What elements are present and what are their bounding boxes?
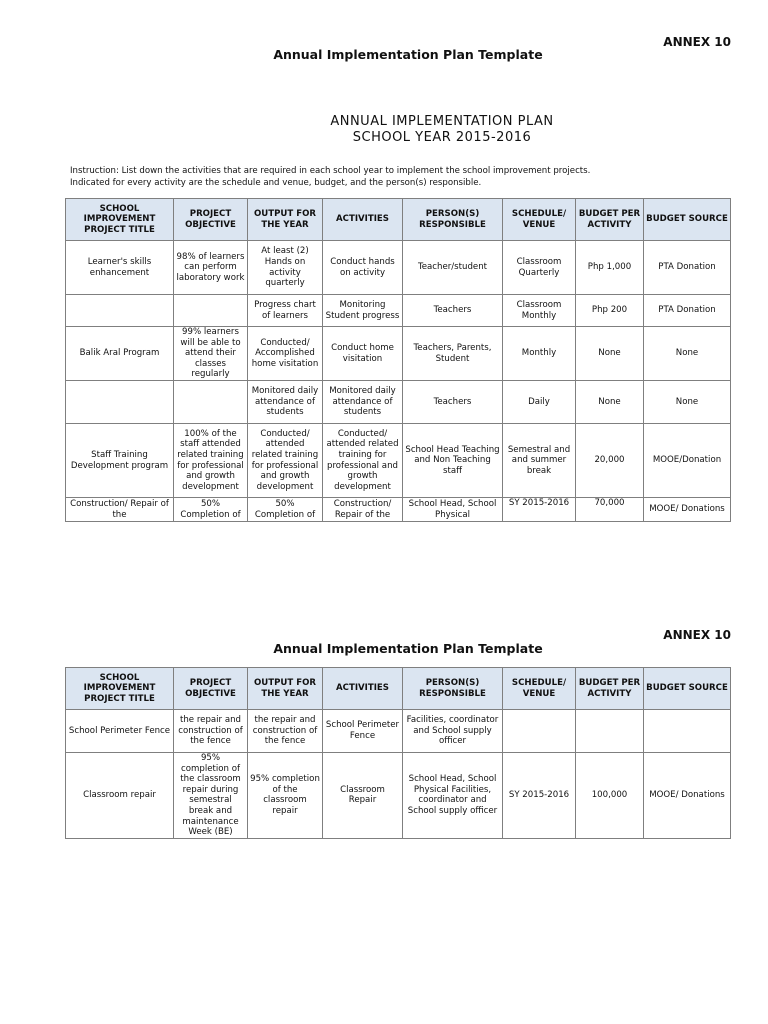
cell-output: 95% completion of the classroom repair bbox=[248, 753, 323, 839]
cell-schedule: Classroom Monthly bbox=[503, 295, 576, 327]
cell-budget-source bbox=[644, 710, 731, 753]
cell-objective: 99% learners will be able to attend their classes regularly bbox=[174, 327, 248, 381]
cell-objective: 95% completion of the classroom repair during semestral break and maintenance Week (BE) bbox=[174, 753, 248, 839]
cell-project-title: Classroom repair bbox=[66, 753, 174, 839]
cell-output: 50% Completion of bbox=[248, 498, 323, 522]
cell-budget-source: MOOE/ Donations bbox=[644, 753, 731, 839]
header-project-objective: PROJECT OBJECTIVE bbox=[174, 668, 248, 710]
instruction-line-2: Indicated for every activity are the schedule and venue, budget, and the person(s) responsible. bbox=[70, 177, 482, 188]
template-title: Annual Implementation Plan Template bbox=[273, 47, 543, 62]
cell-persons: School Head Teaching and Non Teaching staff bbox=[403, 424, 503, 498]
cell-project-title: Balik Aral Program bbox=[66, 327, 174, 381]
instruction-text bbox=[70, 166, 710, 189]
header-project-title: SCHOOL IMPROVEMENT PROJECT TITLE bbox=[66, 668, 174, 710]
cell-activity: Monitoring Student progress bbox=[323, 295, 403, 327]
cell-budget: None bbox=[576, 381, 644, 424]
instruction-line-1: Instruction: List down the activities that are required in each school year to implement the school improvement projects. bbox=[70, 166, 591, 176]
header-persons-responsible: PERSON(S) RESPONSIBLE bbox=[403, 668, 503, 710]
school-year-line: SCHOOL YEAR 2015-2016 bbox=[352, 130, 532, 145]
cell-project-title bbox=[66, 381, 174, 424]
cell-output: Progress chart of learners bbox=[248, 295, 323, 327]
cell-budget-source: PTA Donation bbox=[644, 241, 731, 295]
cell-budget: 70,000 bbox=[576, 498, 644, 522]
header-output: OUTPUT FOR THE YEAR bbox=[248, 668, 323, 710]
plan-title-line: ANNUAL IMPLEMENTATION PLAN bbox=[330, 114, 554, 129]
cell-objective: 50% Completion of bbox=[174, 498, 248, 522]
cell-schedule: Semestral and and summer break bbox=[503, 424, 576, 498]
cell-persons: Teachers bbox=[403, 295, 503, 327]
implementation-plan-table-1 bbox=[65, 198, 731, 522]
cell-project-title: Construction/ Repair of the bbox=[66, 498, 174, 522]
cell-schedule: SY 2015-2016 bbox=[503, 753, 576, 839]
cell-persons: Facilities, coordinator and School supply officer bbox=[403, 710, 503, 753]
header-persons-responsible: PERSON(S) RESPONSIBLE bbox=[403, 199, 503, 241]
header-schedule-venue: SCHEDULE/ VENUE bbox=[503, 668, 576, 710]
header-budget-per-activity: BUDGET PER ACTIVITY bbox=[576, 199, 644, 241]
cell-schedule: Classroom Quarterly bbox=[503, 241, 576, 295]
cell-persons: School Head, School Physical Facilities, coordinator and School supply officer bbox=[403, 753, 503, 839]
cell-persons: School Head, School Physical bbox=[403, 498, 503, 522]
cell-project-title: Learner's skills enhancement bbox=[66, 241, 174, 295]
table-header-row bbox=[66, 199, 731, 241]
table-header-row bbox=[66, 668, 731, 710]
cell-output: the repair and construction of the fence bbox=[248, 710, 323, 753]
table-row bbox=[66, 498, 731, 522]
cell-schedule: Monthly bbox=[503, 327, 576, 381]
cell-budget-source: None bbox=[644, 327, 731, 381]
cell-budget-source: None bbox=[644, 381, 731, 424]
cell-objective bbox=[174, 381, 248, 424]
cell-output: Conducted/ Accomplished home visitation bbox=[248, 327, 323, 381]
table-row bbox=[66, 710, 731, 753]
table-row bbox=[66, 753, 731, 839]
table-row bbox=[66, 381, 731, 424]
cell-project-title bbox=[66, 295, 174, 327]
header-budget-source: BUDGET SOURCE bbox=[644, 668, 731, 710]
plan-title bbox=[0, 114, 768, 146]
cell-persons: Teachers, Parents, Student bbox=[403, 327, 503, 381]
cell-budget: None bbox=[576, 327, 644, 381]
cell-budget-source: MOOE/ Donations bbox=[644, 498, 731, 522]
table-row bbox=[66, 424, 731, 498]
annex-label: ANNEX 10 bbox=[663, 35, 731, 49]
cell-activity: Conducted/ attended related training for professional and growth development bbox=[323, 424, 403, 498]
cell-project-title: School Perimeter Fence bbox=[66, 710, 174, 753]
cell-budget: 100,000 bbox=[576, 753, 644, 839]
cell-activity: Construction/ Repair of the bbox=[323, 498, 403, 522]
cell-persons: Teacher/student bbox=[403, 241, 503, 295]
cell-activity: Conduct hands on activity bbox=[323, 241, 403, 295]
cell-activity: Conduct home visitation bbox=[323, 327, 403, 381]
cell-budget-source: PTA Donation bbox=[644, 295, 731, 327]
cell-activity: School Perimeter Fence bbox=[323, 710, 403, 753]
table-row bbox=[66, 327, 731, 381]
table-row bbox=[66, 241, 731, 295]
header-budget-per-activity: BUDGET PER ACTIVITY bbox=[576, 668, 644, 710]
cell-objective: 98% of learners can perform laboratory work bbox=[174, 241, 248, 295]
header-project-objective: PROJECT OBJECTIVE bbox=[174, 199, 248, 241]
cell-budget: 20,000 bbox=[576, 424, 644, 498]
cell-schedule bbox=[503, 710, 576, 753]
cell-budget: Php 1,000 bbox=[576, 241, 644, 295]
cell-persons: Teachers bbox=[403, 381, 503, 424]
header-schedule-venue: SCHEDULE/ VENUE bbox=[503, 199, 576, 241]
cell-activity: Monitored daily attendance of students bbox=[323, 381, 403, 424]
cell-objective bbox=[174, 295, 248, 327]
cell-output: Monitored daily attendance of students bbox=[248, 381, 323, 424]
annex-label-2: ANNEX 10 bbox=[663, 628, 731, 642]
cell-activity: Classroom Repair bbox=[323, 753, 403, 839]
cell-objective: the repair and construction of the fence bbox=[174, 710, 248, 753]
header-budget-source: BUDGET SOURCE bbox=[644, 199, 731, 241]
table-row bbox=[66, 295, 731, 327]
cell-project-title: Staff Training Development program bbox=[66, 424, 174, 498]
cell-objective: 100% of the staff attended related training for professional and growth development bbox=[174, 424, 248, 498]
cell-output: At least (2) Hands on activity quarterly bbox=[248, 241, 323, 295]
cell-schedule: Daily bbox=[503, 381, 576, 424]
template-title-2: Annual Implementation Plan Template bbox=[273, 641, 543, 656]
header-output: OUTPUT FOR THE YEAR bbox=[248, 199, 323, 241]
cell-budget bbox=[576, 710, 644, 753]
header-activities: ACTIVITIES bbox=[323, 668, 403, 710]
header-activities: ACTIVITIES bbox=[323, 199, 403, 241]
header-project-title: SCHOOL IMPROVEMENT PROJECT TITLE bbox=[66, 199, 174, 241]
implementation-plan-table-2 bbox=[65, 667, 731, 839]
cell-budget: Php 200 bbox=[576, 295, 644, 327]
cell-output: Conducted/ attended related training for professional and growth development bbox=[248, 424, 323, 498]
cell-schedule: SY 2015-2016 bbox=[503, 498, 576, 522]
cell-budget-source: MOOE/Donation bbox=[644, 424, 731, 498]
